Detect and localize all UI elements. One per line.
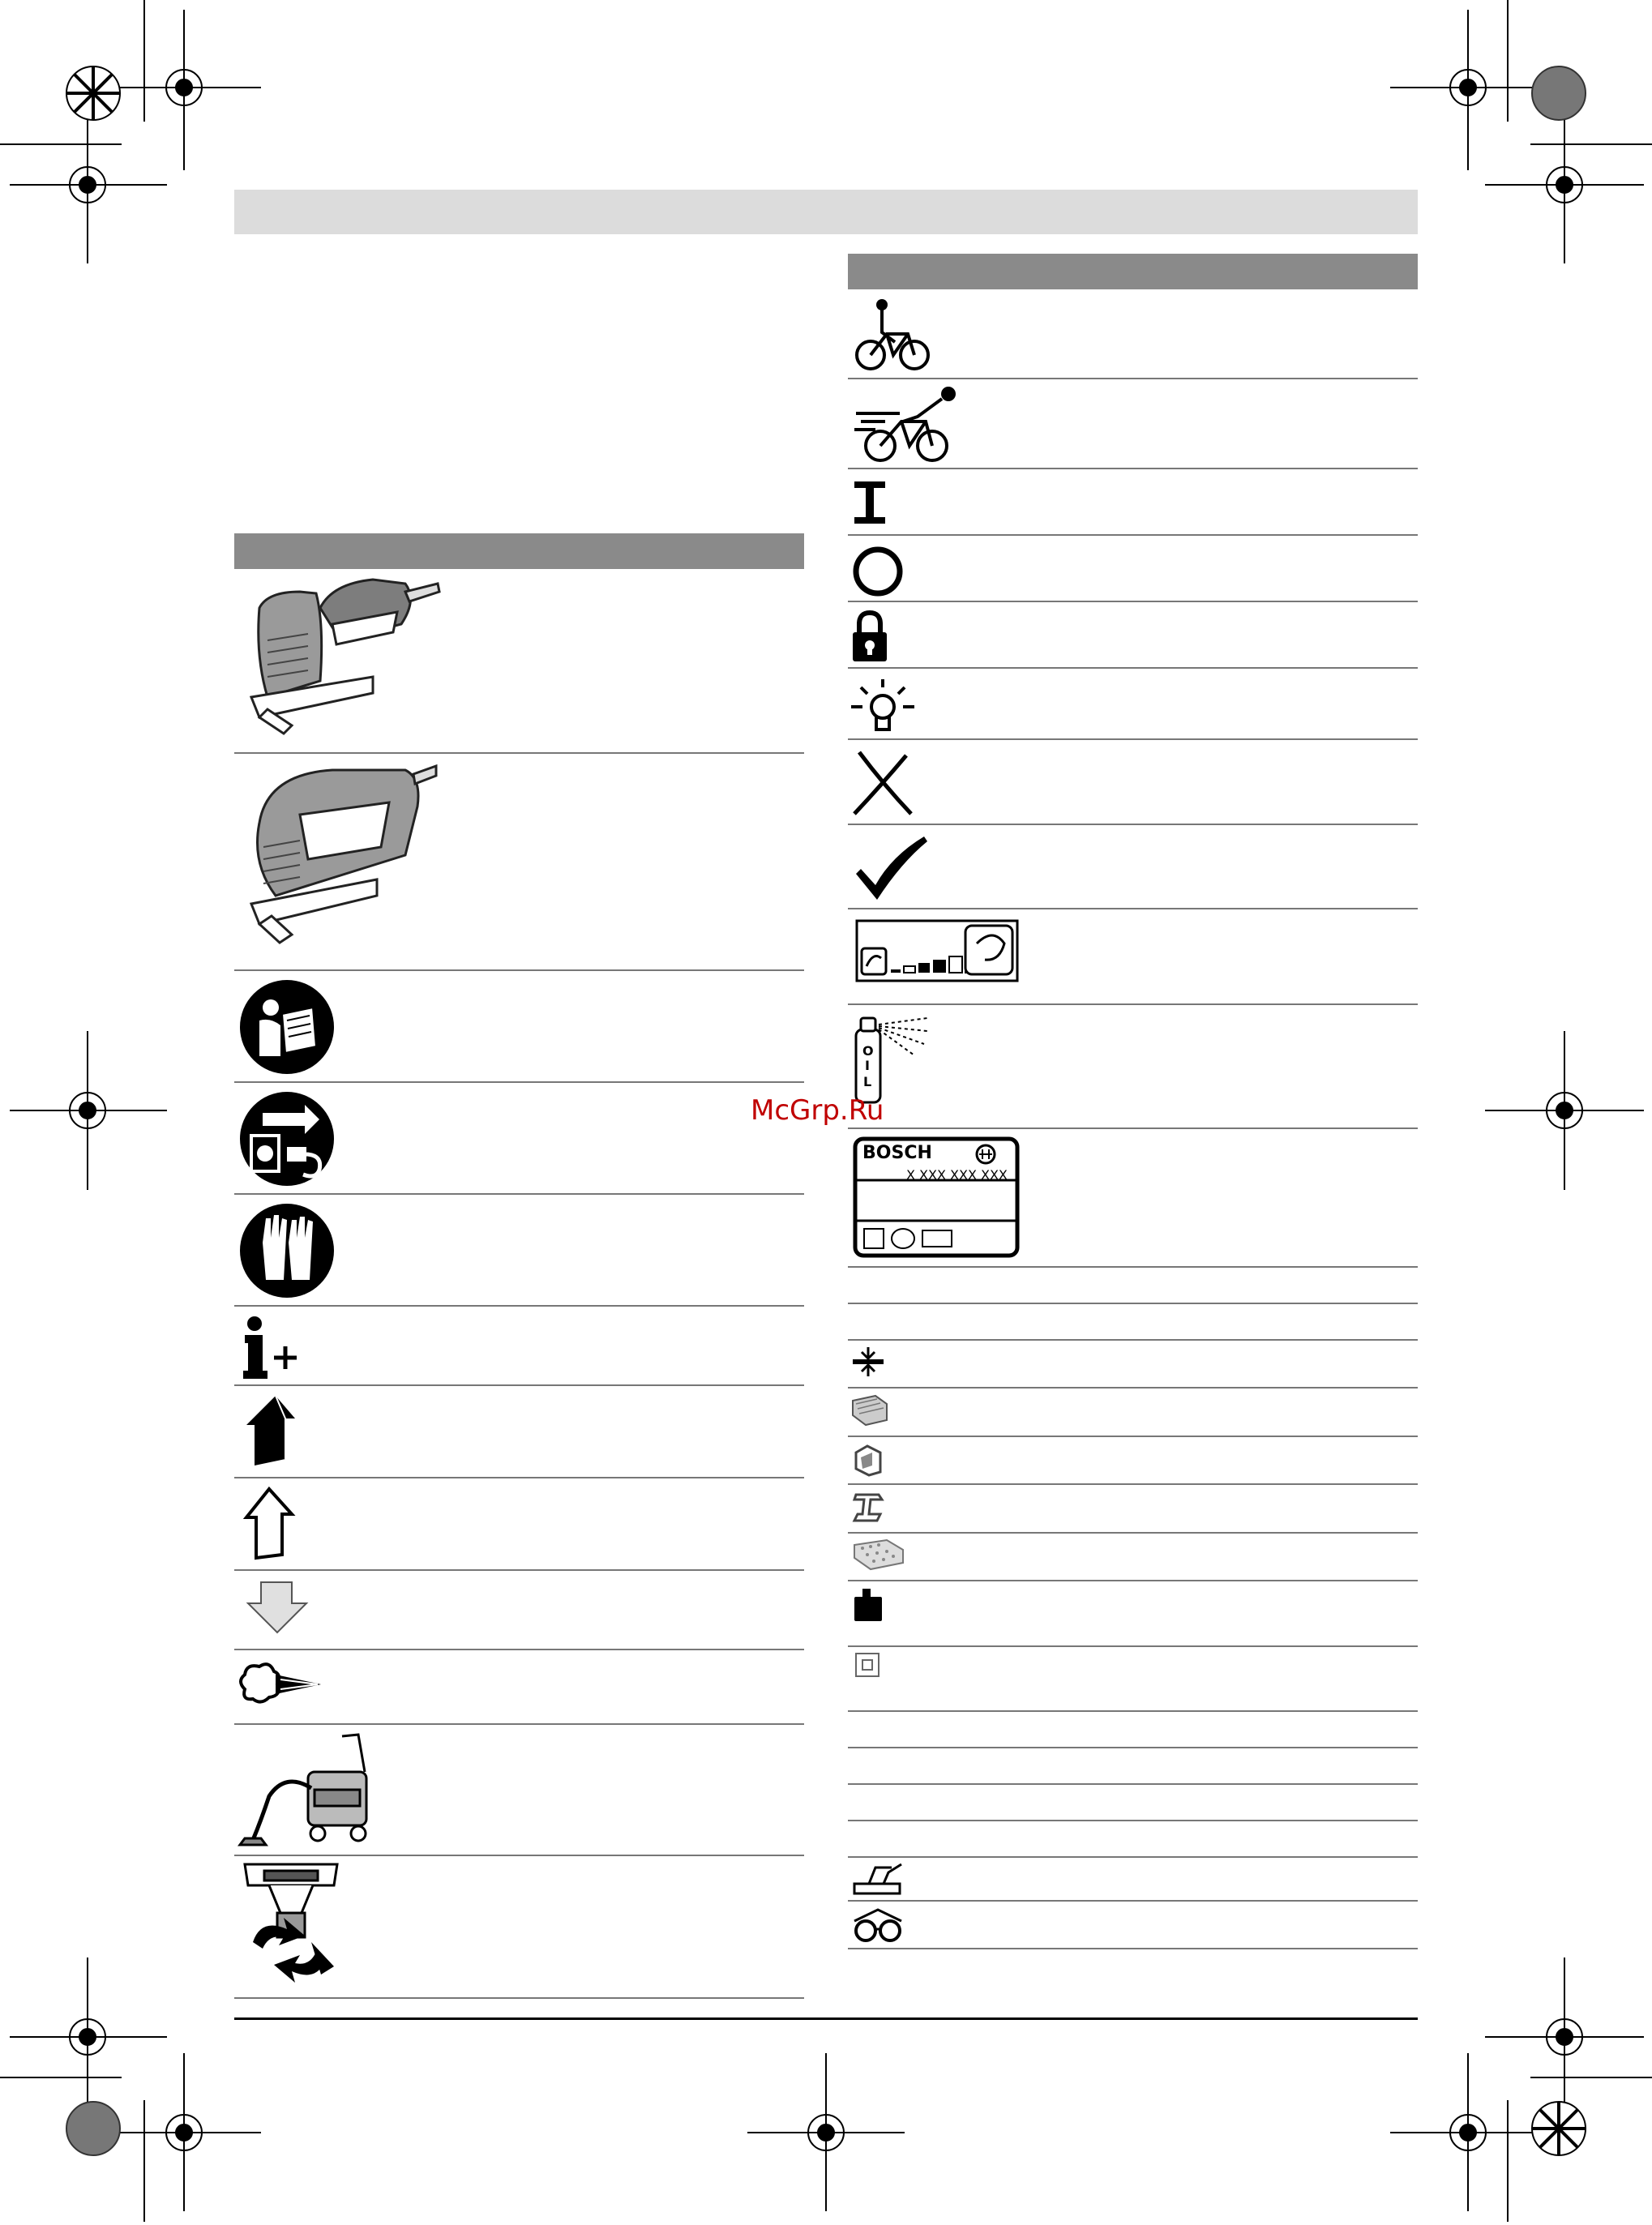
arrow-down-icon: [245, 1581, 310, 1637]
weight-icon: [851, 1587, 887, 1624]
check-icon: [851, 833, 929, 901]
svg-text:O: O: [862, 1043, 874, 1059]
aluminum-icon: [853, 1441, 885, 1477]
svg-text:L: L: [863, 1074, 872, 1089]
nameplate-brand: BOSCH: [862, 1143, 932, 1163]
cyclist-slow-icon: [854, 297, 931, 374]
info-plus-icon: [240, 1316, 305, 1380]
steel-icon: [853, 1490, 885, 1525]
nameplate-icon: [853, 1136, 1020, 1258]
oil-spray-icon: [850, 1010, 931, 1107]
header-bar: [234, 190, 1418, 234]
cyclist-fast-icon: [853, 384, 962, 465]
on-switch-icon: [851, 478, 892, 527]
blade-change-icon: [237, 1861, 342, 1991]
footer-rule: [234, 2017, 1418, 2020]
off-switch-icon: [851, 545, 905, 598]
unplug-icon: [238, 1090, 336, 1187]
read-manual-icon: [238, 978, 336, 1076]
light-icon: [850, 676, 916, 738]
bevel-cut-icon: [851, 1861, 905, 1897]
arrow-up-outline-icon: [243, 1487, 300, 1560]
cut-depth-icon: [851, 1344, 885, 1380]
vacuum-cleaner-icon: [237, 1731, 383, 1853]
lock-icon: [851, 610, 888, 663]
safety-glasses-icon: [851, 1906, 905, 1944]
nameplate-number: X XXX XXX XXX: [906, 1167, 1008, 1183]
jigsaw-icon: [243, 758, 438, 952]
cross-icon: [851, 749, 916, 817]
jigsaw-cordless-icon: [243, 576, 446, 746]
section-bar-right: [848, 254, 1418, 289]
section-bar-left: [234, 533, 804, 569]
watermark: McGrp.Ru: [751, 1094, 884, 1127]
composite-icon: [851, 1537, 905, 1572]
dust-blow-icon: [237, 1657, 326, 1714]
wear-gloves-icon: [238, 1202, 336, 1299]
protection-class-icon: [854, 1652, 882, 1679]
arrow-up-filled-icon: [243, 1394, 300, 1467]
speed-scale-icon: [855, 919, 1019, 984]
svg-text:I: I: [865, 1058, 870, 1073]
wood-icon: [851, 1393, 888, 1428]
